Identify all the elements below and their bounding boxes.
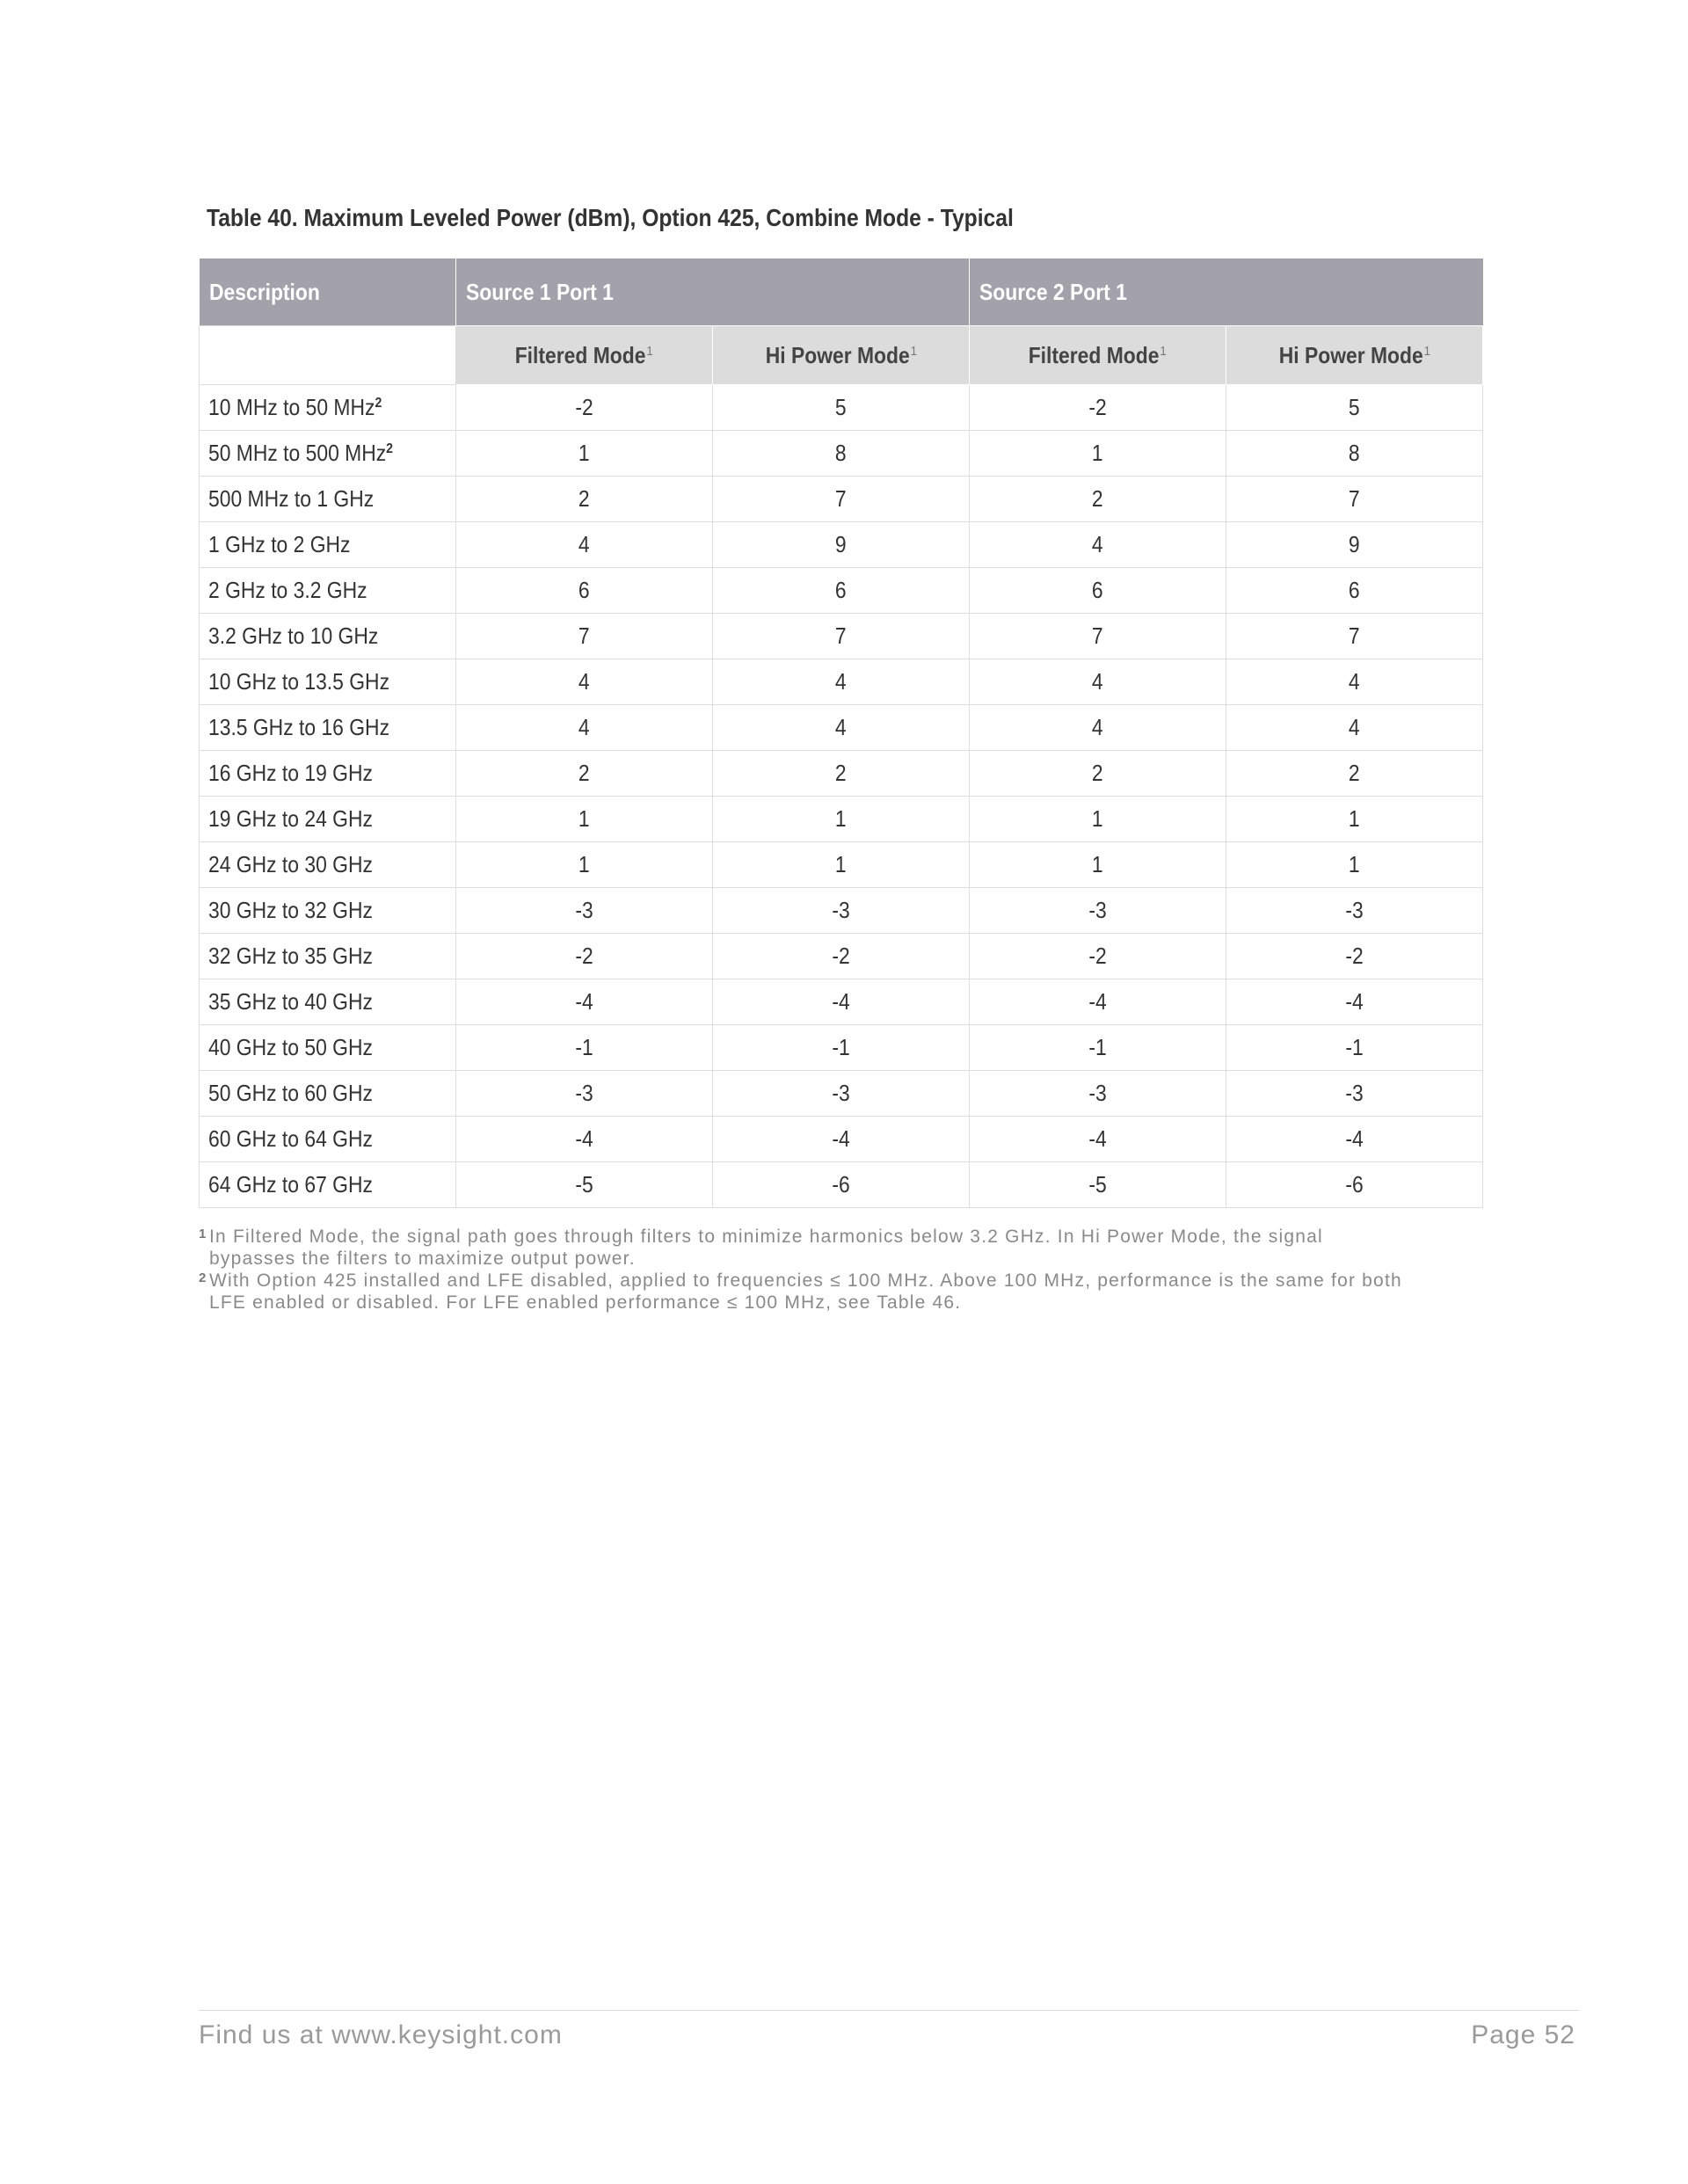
cell-s2-filtered: -2 bbox=[970, 385, 1226, 431]
table-row bbox=[200, 385, 1483, 431]
cell-s2-filtered: 2 bbox=[970, 477, 1226, 522]
table-row bbox=[200, 568, 1483, 614]
cell-s2-filtered: 4 bbox=[970, 659, 1226, 705]
footnote-text: In Filtered Mode, the signal path goes through filters to minimize harmonics below 3.2 GHz. In Hi Power Mode, the signal bypasses the filters to maximize output power. bbox=[209, 1227, 1323, 1269]
cell-s1-hipower: 1 bbox=[713, 842, 970, 888]
cell-s2-hipower: 5 bbox=[1226, 385, 1483, 431]
cell-s2-hipower: 4 bbox=[1226, 705, 1483, 751]
cell-s1-hipower: 1 bbox=[713, 797, 970, 842]
cell-s2-hipower: -6 bbox=[1226, 1162, 1483, 1208]
table-row bbox=[200, 1025, 1483, 1071]
row-description: 10 MHz to 50 MHz$^2$ bbox=[200, 385, 456, 431]
table-row bbox=[200, 431, 1483, 477]
cell-s2-filtered: -5 bbox=[970, 1162, 1226, 1208]
cell-s1-filtered: 1 bbox=[456, 431, 713, 477]
table-header-row-secondary bbox=[200, 326, 1483, 385]
header-s1-hipower: Hi Power Mode$^1$ bbox=[713, 326, 970, 385]
cell-s1-hipower: -1 bbox=[713, 1025, 970, 1071]
cell-s2-filtered: 6 bbox=[970, 568, 1226, 614]
cell-s1-filtered: -3 bbox=[456, 888, 713, 934]
cell-s1-hipower: -3 bbox=[713, 1071, 970, 1117]
header-s1-filtered: Filtered Mode$^1$ bbox=[456, 326, 713, 385]
header-source2: Source 2 Port 1 bbox=[970, 258, 1483, 326]
cell-s2-filtered: 4 bbox=[970, 705, 1226, 751]
table-row bbox=[200, 797, 1483, 842]
cell-s2-filtered: 7 bbox=[970, 614, 1226, 659]
cell-s2-hipower: 1 bbox=[1226, 797, 1483, 842]
cell-s2-filtered: -1 bbox=[970, 1025, 1226, 1071]
cell-s2-filtered: -2 bbox=[970, 934, 1226, 979]
cell-s1-filtered: 1 bbox=[456, 842, 713, 888]
table-row bbox=[200, 934, 1483, 979]
cell-s2-filtered: -4 bbox=[970, 979, 1226, 1025]
footnote-mark: 2 bbox=[199, 1270, 207, 1285]
header-blank-cell bbox=[200, 326, 456, 385]
cell-s1-hipower: 7 bbox=[713, 477, 970, 522]
table-header-row-primary bbox=[200, 258, 1483, 326]
cell-s1-hipower: -3 bbox=[713, 888, 970, 934]
cell-s1-hipower: 9 bbox=[713, 522, 970, 568]
row-description: 1 GHz to 2 GHz bbox=[200, 522, 456, 568]
row-description: 13.5 GHz to 16 GHz bbox=[200, 705, 456, 751]
cell-s1-hipower: -2 bbox=[713, 934, 970, 979]
row-description: 50 MHz to 500 MHz$^2$ bbox=[200, 431, 456, 477]
footnote-1 bbox=[199, 1226, 1412, 1270]
table-row bbox=[200, 522, 1483, 568]
cell-s2-hipower: 1 bbox=[1226, 842, 1483, 888]
table-row bbox=[200, 888, 1483, 934]
footnote-mark: 1 bbox=[199, 1227, 207, 1241]
row-description: 50 GHz to 60 GHz bbox=[200, 1071, 456, 1117]
row-description: 40 GHz to 50 GHz bbox=[200, 1025, 456, 1071]
table-row bbox=[200, 979, 1483, 1025]
cell-s1-filtered: 2 bbox=[456, 477, 713, 522]
cell-s2-hipower: 4 bbox=[1226, 659, 1483, 705]
cell-s2-filtered: -4 bbox=[970, 1117, 1226, 1162]
header-description: Description bbox=[200, 258, 456, 326]
row-description: 3.2 GHz to 10 GHz bbox=[200, 614, 456, 659]
table-row bbox=[200, 614, 1483, 659]
cell-s1-filtered: -5 bbox=[456, 1162, 713, 1208]
header-source1: Source 1 Port 1 bbox=[456, 258, 970, 326]
cell-s2-filtered: 1 bbox=[970, 797, 1226, 842]
cell-s2-hipower: -1 bbox=[1226, 1025, 1483, 1071]
row-description: 16 GHz to 19 GHz bbox=[200, 751, 456, 797]
cell-s1-hipower: -4 bbox=[713, 1117, 970, 1162]
cell-s1-hipower: 4 bbox=[713, 659, 970, 705]
cell-s2-filtered: -3 bbox=[970, 888, 1226, 934]
cell-s1-filtered: 6 bbox=[456, 568, 713, 614]
cell-s2-hipower: 7 bbox=[1226, 614, 1483, 659]
row-description: 60 GHz to 64 GHz bbox=[200, 1117, 456, 1162]
table-row bbox=[200, 1117, 1483, 1162]
cell-s1-filtered: 4 bbox=[456, 659, 713, 705]
row-description: 10 GHz to 13.5 GHz bbox=[200, 659, 456, 705]
row-description: 2 GHz to 3.2 GHz bbox=[200, 568, 456, 614]
cell-s2-filtered: 1 bbox=[970, 431, 1226, 477]
cell-s2-filtered: 2 bbox=[970, 751, 1226, 797]
cell-s1-filtered: 1 bbox=[456, 797, 713, 842]
cell-s1-hipower: 6 bbox=[713, 568, 970, 614]
footer-website-link[interactable]: Find us at www.keysight.com bbox=[199, 2020, 563, 2049]
table-row bbox=[200, 1162, 1483, 1208]
cell-s1-filtered: -4 bbox=[456, 1117, 713, 1162]
row-description: 500 MHz to 1 GHz bbox=[200, 477, 456, 522]
footnotes bbox=[199, 1226, 1412, 1314]
cell-s2-hipower: 6 bbox=[1226, 568, 1483, 614]
cell-s1-filtered: -4 bbox=[456, 979, 713, 1025]
row-description: 24 GHz to 30 GHz bbox=[200, 842, 456, 888]
cell-s1-hipower: -4 bbox=[713, 979, 970, 1025]
cell-s2-hipower: -3 bbox=[1226, 888, 1483, 934]
table-row bbox=[200, 705, 1483, 751]
footer-divider bbox=[199, 2010, 1579, 2011]
table-title: Table 40. Maximum Leveled Power (dBm), Option 425, Combine Mode - Typical bbox=[207, 204, 1014, 231]
cell-s1-filtered: 4 bbox=[456, 522, 713, 568]
table-row bbox=[200, 477, 1483, 522]
row-description: 64 GHz to 67 GHz bbox=[200, 1162, 456, 1208]
cell-s2-hipower: -4 bbox=[1226, 1117, 1483, 1162]
cell-s1-hipower: 7 bbox=[713, 614, 970, 659]
cell-s1-filtered: -1 bbox=[456, 1025, 713, 1071]
cell-s1-hipower: 2 bbox=[713, 751, 970, 797]
cell-s2-filtered: 1 bbox=[970, 842, 1226, 888]
cell-s1-hipower: 8 bbox=[713, 431, 970, 477]
cell-s1-hipower: -6 bbox=[713, 1162, 970, 1208]
cell-s2-hipower: -2 bbox=[1226, 934, 1483, 979]
power-spec-table bbox=[199, 258, 1483, 1208]
table-row bbox=[200, 751, 1483, 797]
cell-s1-hipower: 5 bbox=[713, 385, 970, 431]
cell-s1-filtered: -2 bbox=[456, 934, 713, 979]
cell-s2-hipower: 7 bbox=[1226, 477, 1483, 522]
table-row bbox=[200, 1071, 1483, 1117]
footnote-text: With Option 425 installed and LFE disabled, applied to frequencies ≤ 100 MHz. Above 100 MHz, performance is the same for both LFE enabled or disabled. For LFE enabled performance ≤ 100 MHz, see Table 46. bbox=[209, 1270, 1402, 1313]
cell-s2-hipower: -3 bbox=[1226, 1071, 1483, 1117]
cell-s2-filtered: -3 bbox=[970, 1071, 1226, 1117]
cell-s1-filtered: 2 bbox=[456, 751, 713, 797]
cell-s1-filtered: 7 bbox=[456, 614, 713, 659]
header-s2-filtered: Filtered Mode$^1$ bbox=[970, 326, 1226, 385]
row-description: 35 GHz to 40 GHz bbox=[200, 979, 456, 1025]
table-row bbox=[200, 659, 1483, 705]
cell-s2-hipower: 8 bbox=[1226, 431, 1483, 477]
cell-s2-hipower: 2 bbox=[1226, 751, 1483, 797]
cell-s2-filtered: 4 bbox=[970, 522, 1226, 568]
row-description: 30 GHz to 32 GHz bbox=[200, 888, 456, 934]
cell-s1-filtered: -3 bbox=[456, 1071, 713, 1117]
footnote-2 bbox=[199, 1270, 1412, 1314]
cell-s1-filtered: 4 bbox=[456, 705, 713, 751]
page-number: Page 52 bbox=[1471, 2020, 1575, 2049]
table-row bbox=[200, 842, 1483, 888]
cell-s2-hipower: 9 bbox=[1226, 522, 1483, 568]
cell-s1-hipower: 4 bbox=[713, 705, 970, 751]
cell-s1-filtered: -2 bbox=[456, 385, 713, 431]
row-description: 19 GHz to 24 GHz bbox=[200, 797, 456, 842]
cell-s2-hipower: -4 bbox=[1226, 979, 1483, 1025]
header-s2-hipower: Hi Power Mode$^1$ bbox=[1226, 326, 1483, 385]
row-description: 32 GHz to 35 GHz bbox=[200, 934, 456, 979]
